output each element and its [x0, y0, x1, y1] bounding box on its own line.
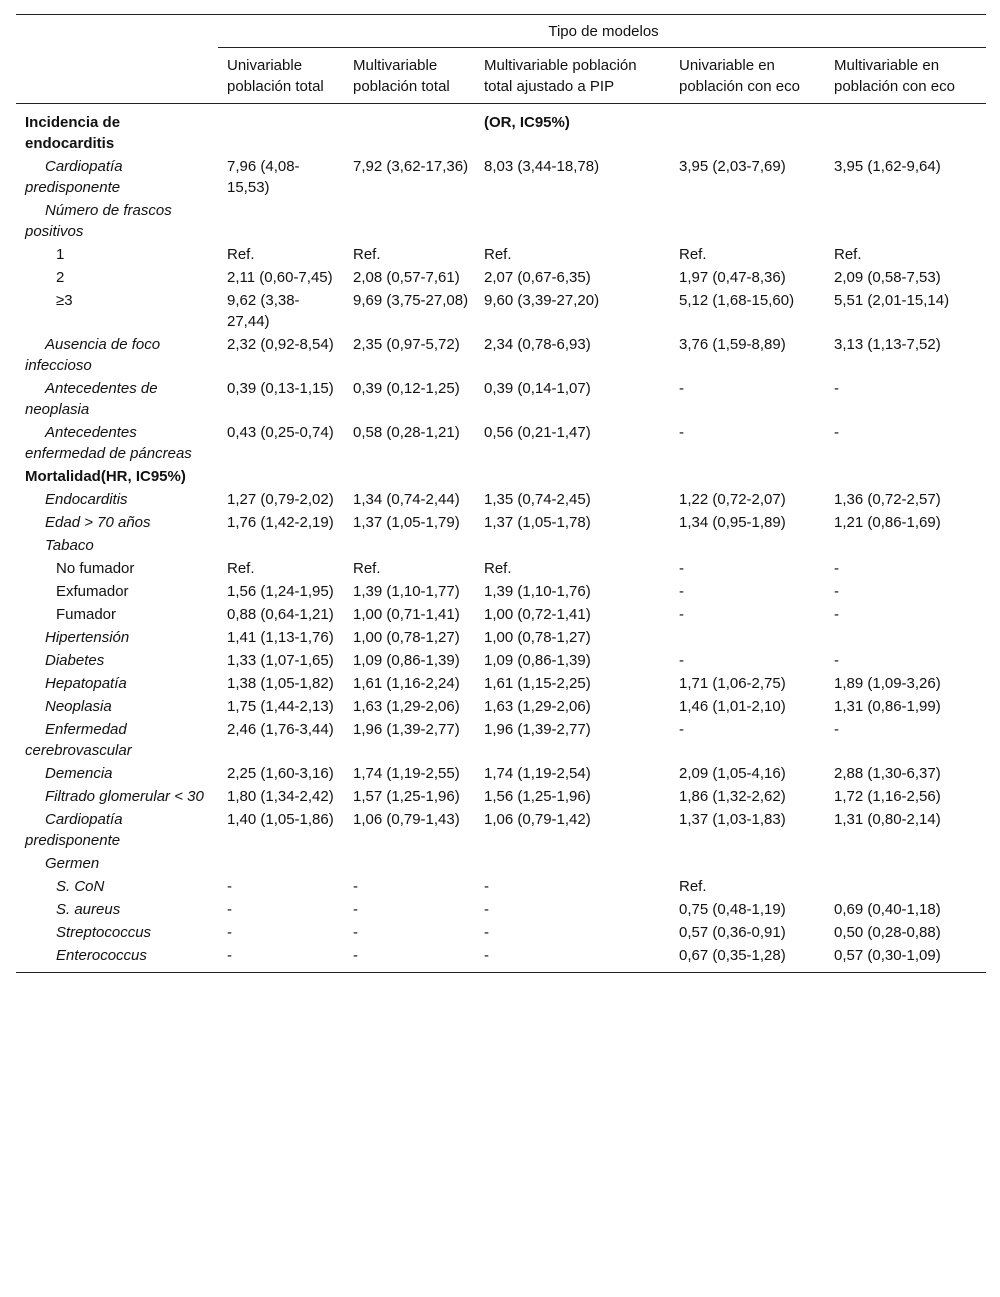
value-cell: [670, 535, 825, 558]
value-cell: 1,56 (1,25-1,96): [484, 788, 591, 805]
value-cell: 1,96 (1,39-2,77): [484, 721, 591, 738]
section-header-row: [16, 466, 986, 489]
row-label: S. aureus: [56, 901, 121, 918]
table-row: [16, 422, 986, 466]
column-header-row: [16, 48, 986, 104]
row-label: Cardiopatía predisponente: [25, 811, 123, 849]
value-cell: 1,71 (1,06-2,75): [679, 675, 786, 692]
row-label: 1: [56, 246, 65, 263]
value-cell: 9,60 (3,39-27,20): [484, 292, 600, 309]
row-label: ≥3: [56, 292, 73, 309]
table-row: [16, 156, 986, 200]
empty-cell: [218, 104, 344, 157]
table-row: [16, 650, 986, 673]
value-cell: 2,32 (0,92-8,54): [227, 336, 334, 353]
value-cell: [825, 535, 986, 558]
value-cell: -: [834, 652, 839, 669]
model-type-header: Tipo de modelos: [218, 15, 986, 48]
value-cell: 1,56 (1,24-1,95): [227, 583, 334, 600]
value-cell: [825, 627, 986, 650]
value-cell: 0,56 (0,21-1,47): [484, 424, 591, 441]
value-cell: 3,13 (1,13-7,52): [834, 336, 941, 353]
table-row: [16, 290, 986, 334]
value-cell: Ref.: [679, 878, 707, 895]
value-cell: 2,35 (0,97-5,72): [353, 336, 460, 353]
empty-cell: [825, 466, 986, 489]
value-cell: 1,63 (1,29-2,06): [353, 698, 460, 715]
row-label: Demencia: [45, 765, 113, 782]
value-cell: Ref.: [834, 246, 862, 263]
value-cell: [344, 200, 475, 244]
section-title: Mortalidad(HR, IC95%): [25, 468, 186, 485]
row-label: Hepatopatía: [45, 675, 127, 692]
value-cell: 1,37 (1,05-1,79): [353, 514, 460, 531]
value-cell: 1,72 (1,16-2,56): [834, 788, 941, 805]
empty-cell: [344, 104, 475, 157]
empty-cell: [825, 104, 986, 157]
value-cell: [218, 535, 344, 558]
value-cell: 1,00 (0,71-1,41): [353, 606, 460, 623]
value-cell: 0,69 (0,40-1,18): [834, 901, 941, 918]
value-cell: -: [679, 652, 684, 669]
table-row: [16, 581, 986, 604]
value-cell: 3,95 (2,03-7,69): [679, 158, 786, 175]
value-cell: 1,31 (0,86-1,99): [834, 698, 941, 715]
value-cell: 1,75 (1,44-2,13): [227, 698, 334, 715]
value-cell: [218, 200, 344, 244]
models-table: [16, 14, 986, 973]
table-row: [16, 673, 986, 696]
value-cell: -: [834, 560, 839, 577]
table-row: [16, 696, 986, 719]
value-cell: Ref.: [353, 560, 381, 577]
value-cell: 2,08 (0,57-7,61): [353, 269, 460, 286]
value-cell: 2,46 (1,76-3,44): [227, 721, 334, 738]
table-row: [16, 512, 986, 535]
value-cell: Ref.: [679, 246, 707, 263]
empty-cell: [670, 104, 825, 157]
value-cell: 9,62 (3,38-27,44): [227, 292, 300, 330]
value-cell: 1,09 (0,86-1,39): [484, 652, 591, 669]
value-cell: 1,61 (1,16-2,24): [353, 675, 460, 692]
value-cell: Ref.: [484, 246, 512, 263]
value-cell: -: [227, 901, 232, 918]
value-cell: 1,74 (1,19-2,55): [353, 765, 460, 782]
empty-label-header: [16, 48, 218, 104]
row-label: Neoplasia: [45, 698, 112, 715]
value-cell: 0,75 (0,48-1,19): [679, 901, 786, 918]
value-cell: 1,74 (1,19-2,54): [484, 765, 591, 782]
value-cell: -: [679, 583, 684, 600]
value-cell: [475, 535, 670, 558]
value-cell: -: [353, 924, 358, 941]
empty-corner-cell: [16, 15, 218, 48]
value-cell: Ref.: [227, 246, 255, 263]
value-cell: 1,39 (1,10-1,77): [353, 583, 460, 600]
value-cell: 1,21 (0,86-1,69): [834, 514, 941, 531]
value-cell: 1,27 (0,79-2,02): [227, 491, 334, 508]
value-cell: [825, 200, 986, 244]
row-label: Germen: [45, 855, 100, 872]
column-header: Univariable en población con eco: [679, 57, 800, 95]
value-cell: 2,34 (0,78-6,93): [484, 336, 591, 353]
value-cell: 1,31 (0,80-2,14): [834, 811, 941, 828]
value-cell: 5,51 (2,01-15,14): [834, 292, 950, 309]
row-label: Diabetes: [45, 652, 105, 669]
value-cell: -: [484, 878, 489, 895]
table-row: [16, 809, 986, 853]
value-cell: 3,76 (1,59-8,89): [679, 336, 786, 353]
row-label: Enterococcus: [16, 945, 218, 973]
value-cell: [825, 876, 986, 899]
value-cell: 5,12 (1,68-15,60): [679, 292, 795, 309]
value-cell: 0,67 (0,35-1,28): [670, 945, 825, 973]
value-cell: -: [834, 380, 839, 397]
value-cell: 2,25 (1,60-3,16): [227, 765, 334, 782]
column-header: Multivariable población total: [353, 57, 450, 95]
value-cell: -: [679, 560, 684, 577]
row-label: Fumador: [56, 606, 117, 623]
column-header: Univariable población total: [227, 57, 324, 95]
column-header: Multivariable población total ajustado a PIP: [484, 57, 637, 95]
section-header-row: [16, 104, 986, 157]
row-label: Edad > 70 años: [45, 514, 151, 531]
value-cell: Ref.: [227, 560, 255, 577]
value-cell: [344, 853, 475, 876]
value-cell: [670, 627, 825, 650]
value-cell: -: [679, 424, 684, 441]
value-cell: 0,39 (0,14-1,07): [484, 380, 591, 397]
value-cell: [475, 853, 670, 876]
value-cell: 0,58 (0,28-1,21): [353, 424, 460, 441]
value-cell: -: [353, 901, 358, 918]
table-row: [16, 244, 986, 267]
value-cell: 2,07 (0,67-6,35): [484, 269, 591, 286]
empty-cell: [218, 466, 344, 489]
value-cell: 1,36 (0,72-2,57): [834, 491, 941, 508]
table-row: [16, 267, 986, 290]
value-cell: 0,43 (0,25-0,74): [227, 424, 334, 441]
table-row: [16, 200, 986, 244]
row-label: Ausencia de foco infeccioso: [25, 336, 161, 374]
row-label: Streptococcus: [56, 924, 152, 941]
empty-cell: [670, 466, 825, 489]
value-cell: 0,57 (0,36-0,91): [679, 924, 786, 941]
row-label: 2: [56, 269, 65, 286]
row-label: Hipertensión: [45, 629, 130, 646]
column-header: Multivariable en población con eco: [834, 57, 955, 95]
value-cell: Ref.: [484, 560, 512, 577]
row-label: Exfumador: [56, 583, 129, 600]
value-cell: -: [484, 924, 489, 941]
value-cell: 2,88 (1,30-6,37): [834, 765, 941, 782]
value-cell: 1,34 (0,74-2,44): [353, 491, 460, 508]
value-cell: 1,35 (0,74-2,45): [484, 491, 591, 508]
value-cell: 1,33 (1,07-1,65): [227, 652, 334, 669]
value-cell: -: [834, 583, 839, 600]
value-cell: [475, 200, 670, 244]
row-label: S. CoN: [56, 878, 105, 895]
table-row: [16, 378, 986, 422]
value-cell: [344, 535, 475, 558]
row-label: Antecedentes de neoplasia: [25, 380, 158, 418]
value-cell: -: [679, 721, 684, 738]
table-row: [16, 627, 986, 650]
row-label: Tabaco: [45, 537, 94, 554]
value-cell: 1,39 (1,10-1,76): [484, 583, 591, 600]
value-cell: -: [227, 924, 232, 941]
empty-cell: [344, 466, 475, 489]
value-cell: 1,57 (1,25-1,96): [353, 788, 460, 805]
value-cell: 9,69 (3,75-27,08): [353, 292, 469, 309]
value-cell: [670, 853, 825, 876]
table-row: [16, 945, 986, 973]
group-header-row: [16, 15, 986, 48]
value-cell: 7,92 (3,62-17,36): [353, 158, 469, 175]
value-cell: 2,09 (0,58-7,53): [834, 269, 941, 286]
table-row: [16, 876, 986, 899]
value-cell: -: [227, 878, 232, 895]
value-cell: 1,46 (1,01-2,10): [679, 698, 786, 715]
value-cell: 1,97 (0,47-8,36): [679, 269, 786, 286]
value-cell: 1,61 (1,15-2,25): [484, 675, 591, 692]
table-row: [16, 922, 986, 945]
value-cell: 1,96 (1,39-2,77): [353, 721, 460, 738]
value-cell: -: [679, 606, 684, 623]
value-cell: 1,09 (0,86-1,39): [353, 652, 460, 669]
value-cell: -: [834, 606, 839, 623]
table-row: [16, 763, 986, 786]
value-cell: 1,06 (0,79-1,43): [353, 811, 460, 828]
value-cell: 1,41 (1,13-1,76): [227, 629, 334, 646]
table-row: [16, 558, 986, 581]
value-cell: 1,06 (0,79-1,42): [484, 811, 591, 828]
value-cell: 3,95 (1,62-9,64): [834, 158, 941, 175]
value-cell: 7,96 (4,08-15,53): [227, 158, 300, 196]
value-cell: 1,22 (0,72-2,07): [679, 491, 786, 508]
value-cell: 1,40 (1,05-1,86): [227, 811, 334, 828]
section-note: [475, 466, 670, 489]
value-cell: 1,00 (0,72-1,41): [484, 606, 591, 623]
value-cell: -: [834, 424, 839, 441]
table-body: [16, 104, 986, 973]
value-cell: 1,63 (1,29-2,06): [484, 698, 591, 715]
value-cell: 0,50 (0,28-0,88): [834, 924, 941, 941]
value-cell: 2,11 (0,60-7,45): [227, 269, 333, 286]
table-row: [16, 334, 986, 378]
row-label: Cardiopatía predisponente: [25, 158, 123, 196]
table-row: [16, 719, 986, 763]
value-cell: 1,37 (1,03-1,83): [679, 811, 786, 828]
row-label: Número de frascos positivos: [25, 202, 172, 240]
value-cell: 1,38 (1,05-1,82): [227, 675, 334, 692]
value-cell: 8,03 (3,44-18,78): [484, 158, 600, 175]
value-cell: [218, 853, 344, 876]
value-cell: 0,88 (0,64-1,21): [227, 606, 334, 623]
value-cell: 1,00 (0,78-1,27): [353, 629, 460, 646]
row-label: Filtrado glomerular < 30: [45, 788, 204, 805]
value-cell: 2,09 (1,05-4,16): [679, 765, 786, 782]
table-row: [16, 489, 986, 512]
row-label: No fumador: [56, 560, 135, 577]
value-cell: -: [834, 721, 839, 738]
value-cell: Ref.: [353, 246, 381, 263]
value-cell: 0,57 (0,30-1,09): [825, 945, 986, 973]
value-cell: -: [218, 945, 344, 973]
section-title: Incidencia de endocarditis: [25, 114, 121, 152]
value-cell: 1,37 (1,05-1,78): [484, 514, 591, 531]
value-cell: 1,34 (0,95-1,89): [679, 514, 786, 531]
value-cell: 0,39 (0,12-1,25): [353, 380, 460, 397]
table-row: [16, 786, 986, 809]
value-cell: 1,89 (1,09-3,26): [834, 675, 941, 692]
results-table-container: [16, 14, 986, 973]
row-label: Endocarditis: [45, 491, 128, 508]
row-label: Enfermedad cerebrovascular: [25, 721, 132, 759]
value-cell: -: [475, 945, 670, 973]
value-cell: -: [353, 878, 358, 895]
table-row: [16, 604, 986, 627]
section-note: (OR, IC95%): [484, 114, 570, 131]
value-cell: 0,39 (0,13-1,15): [227, 380, 334, 397]
value-cell: [670, 200, 825, 244]
table-row: [16, 535, 986, 558]
value-cell: -: [344, 945, 475, 973]
value-cell: 1,00 (0,78-1,27): [484, 629, 591, 646]
value-cell: [825, 853, 986, 876]
value-cell: -: [679, 380, 684, 397]
row-label: Antecedentes enfermedad de páncreas: [25, 424, 192, 462]
value-cell: 1,80 (1,34-2,42): [227, 788, 334, 805]
value-cell: 1,76 (1,42-2,19): [227, 514, 334, 531]
value-cell: 1,86 (1,32-2,62): [679, 788, 786, 805]
value-cell: -: [484, 901, 489, 918]
table-row: [16, 853, 986, 876]
table-row: [16, 899, 986, 922]
